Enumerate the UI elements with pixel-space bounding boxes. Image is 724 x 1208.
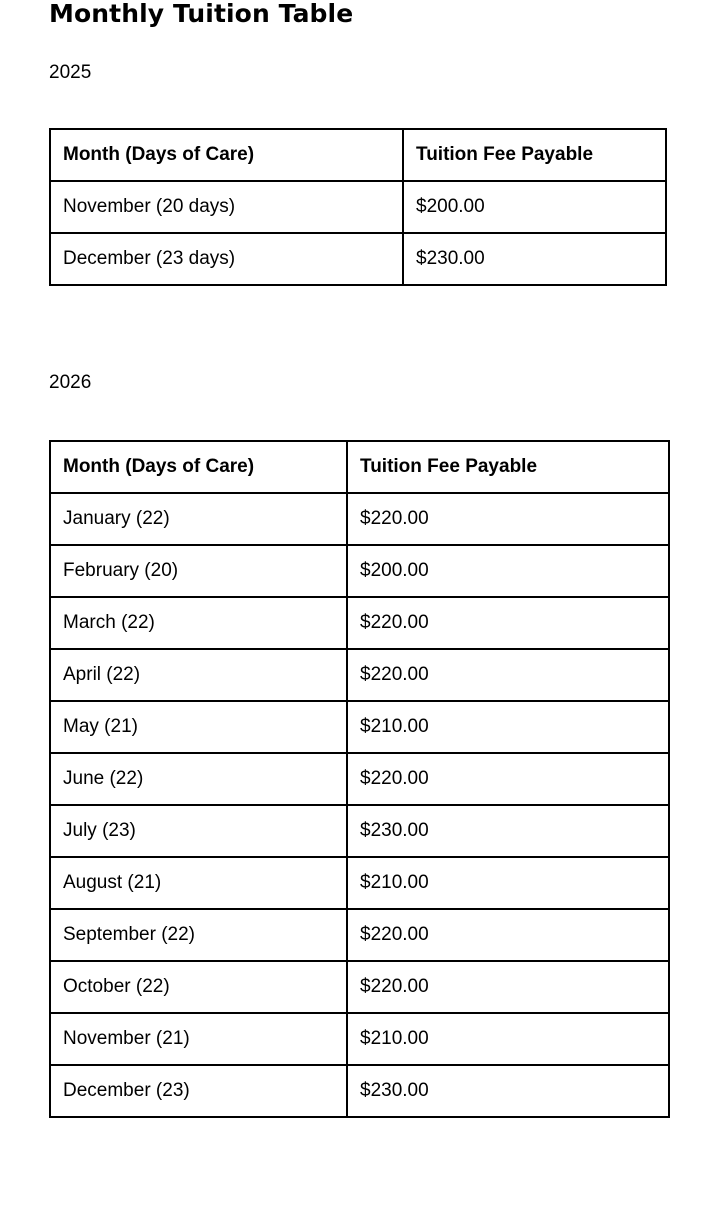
table-header-row <box>50 129 666 181</box>
fee-cell: $220.00 <box>347 649 669 701</box>
month-cell: April (22) <box>50 649 347 701</box>
page-title: Monthly Tuition Table <box>49 0 354 28</box>
table-row <box>50 1013 669 1065</box>
year-heading-2026: 2026 <box>49 372 92 393</box>
year-heading-2025: 2025 <box>49 62 92 83</box>
fee-cell: $220.00 <box>347 753 669 805</box>
fee-cell: $210.00 <box>347 701 669 753</box>
month-cell: February (20) <box>50 545 347 597</box>
month-cell: December (23) <box>50 1065 347 1117</box>
month-cell: August (21) <box>50 857 347 909</box>
month-cell: November (20 days) <box>50 181 403 233</box>
tuition-table-2025 <box>49 128 667 286</box>
fee-cell: $220.00 <box>347 493 669 545</box>
month-cell: December (23 days) <box>50 233 403 285</box>
month-cell: November (21) <box>50 1013 347 1065</box>
month-cell: March (22) <box>50 597 347 649</box>
fee-cell: $230.00 <box>347 805 669 857</box>
table-row <box>50 961 669 1013</box>
month-cell: July (23) <box>50 805 347 857</box>
month-cell: January (22) <box>50 493 347 545</box>
table-row <box>50 233 666 285</box>
fee-cell: $200.00 <box>403 181 666 233</box>
month-cell: October (22) <box>50 961 347 1013</box>
fee-cell: $220.00 <box>347 909 669 961</box>
table-row <box>50 1065 669 1117</box>
fee-cell: $210.00 <box>347 1013 669 1065</box>
table-row <box>50 545 669 597</box>
table-row <box>50 857 669 909</box>
table-row <box>50 597 669 649</box>
fee-cell: $220.00 <box>347 961 669 1013</box>
month-cell: September (22) <box>50 909 347 961</box>
table-header-row <box>50 441 669 493</box>
table-row <box>50 701 669 753</box>
header-month: Month (Days of Care) <box>50 129 403 181</box>
table-row <box>50 909 669 961</box>
table-row <box>50 649 669 701</box>
header-month: Month (Days of Care) <box>50 441 347 493</box>
fee-cell: $220.00 <box>347 597 669 649</box>
fee-cell: $230.00 <box>403 233 666 285</box>
header-fee: Tuition Fee Payable <box>347 441 669 493</box>
month-cell: May (21) <box>50 701 347 753</box>
table-row <box>50 753 669 805</box>
month-cell: June (22) <box>50 753 347 805</box>
tuition-table-2026 <box>49 440 670 1118</box>
table-row <box>50 805 669 857</box>
fee-cell: $230.00 <box>347 1065 669 1117</box>
fee-cell: $200.00 <box>347 545 669 597</box>
table-row <box>50 181 666 233</box>
fee-cell: $210.00 <box>347 857 669 909</box>
table-row <box>50 493 669 545</box>
header-fee: Tuition Fee Payable <box>403 129 666 181</box>
